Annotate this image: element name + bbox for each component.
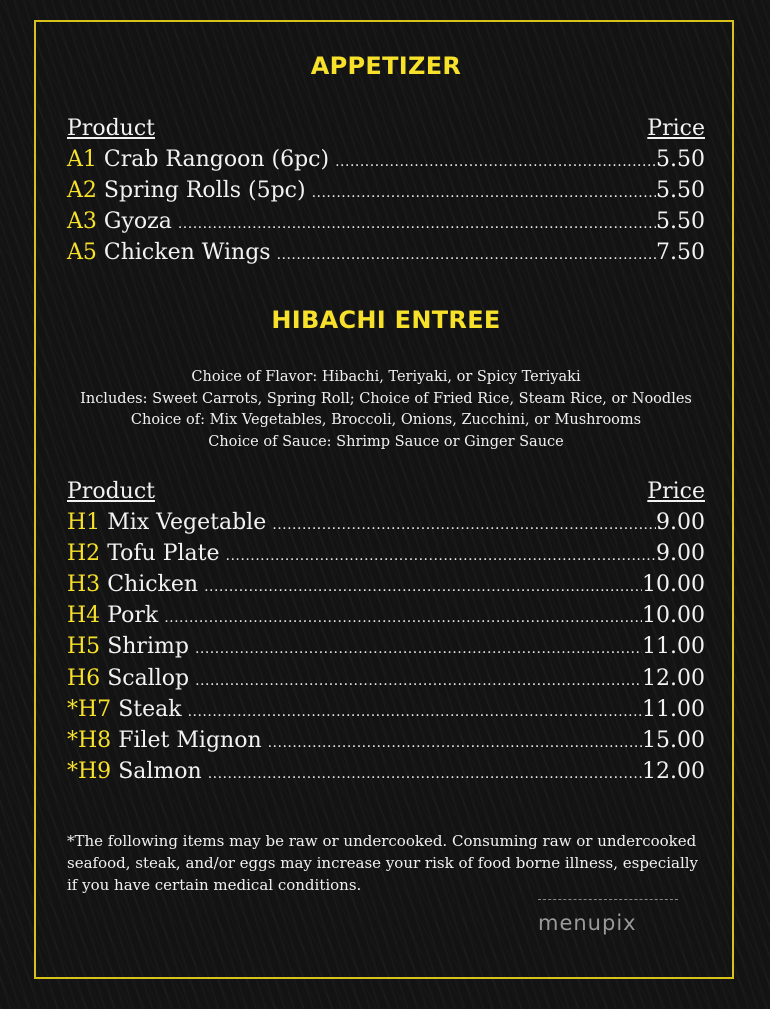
dot-leader [268, 735, 642, 751]
item-code: *H7 [67, 697, 112, 722]
watermark-divider [538, 899, 678, 900]
hibachi-description [67, 367, 705, 453]
item-price: 5.50 [656, 209, 705, 234]
hibachi-product-header: Product [67, 479, 155, 504]
description-line: Choice of: Mix Vegetables, Broccoli, Onions, Zucchini, or Mushrooms [130, 412, 642, 428]
hibachi-header-row [67, 479, 705, 504]
disclaimer-line: if you have certain medical conditions. [67, 876, 362, 894]
menu-item-a3 [67, 209, 705, 234]
item-name: Steak [118, 697, 182, 722]
item-name: Mix Vegetable [107, 510, 267, 535]
appetizer-title: APPETIZER [310, 52, 462, 80]
item-code: A1 [67, 147, 97, 172]
appetizer-product-header: Product [67, 116, 155, 141]
item-price: 9.00 [656, 510, 705, 535]
item-price: 12.00 [642, 666, 705, 691]
dot-leader [204, 579, 642, 595]
dot-leader [195, 641, 642, 657]
menu-item-h8 [67, 728, 705, 753]
menu-item-h1 [67, 510, 705, 535]
raw-food-disclaimer [67, 830, 705, 896]
menu-item-h3 [67, 572, 705, 597]
menu-item-a2 [67, 178, 705, 203]
dot-leader [277, 247, 656, 263]
menu-item-h7 [67, 697, 705, 722]
description-line: Choice of Sauce: Shrimp Sauce or Ginger Sauce [208, 433, 564, 450]
item-code: A3 [67, 209, 97, 234]
dot-leader [226, 548, 656, 564]
item-name: Crab Rangoon (6pc) [103, 147, 330, 172]
menu-item-a5 [67, 240, 705, 265]
item-code: H5 [67, 634, 101, 659]
dot-leader [164, 610, 642, 626]
description-line: Includes: Sweet Carrots, Spring Roll; Choice of Fried Rice, Steam Rice, or Noodles [80, 390, 692, 407]
item-code: *H9 [67, 759, 112, 784]
dot-leader [195, 673, 642, 689]
item-price: 5.50 [656, 147, 705, 172]
item-code: H4 [67, 603, 101, 628]
appetizer-price-header: Price [647, 116, 705, 141]
menu-item-a1 [67, 147, 705, 172]
item-price: 7.50 [656, 240, 705, 265]
item-price: 12.00 [642, 759, 705, 784]
appetizer-header-row [67, 116, 705, 141]
disclaimer-line: *The following items may be raw or undercooked. Consuming raw or undercooked [67, 832, 697, 850]
item-name: Tofu Plate [107, 541, 220, 566]
dot-leader [272, 517, 656, 533]
menu-item-h9 [67, 759, 705, 784]
dot-leader [208, 766, 642, 782]
menu-item-h6 [67, 666, 705, 691]
dot-leader [178, 216, 656, 232]
item-price: 9.00 [656, 541, 705, 566]
menu-item-h5 [67, 634, 705, 659]
item-name: Salmon [118, 759, 202, 784]
item-code: A5 [67, 240, 97, 265]
hibachi-title: HIBACHI ENTREE [271, 306, 501, 334]
item-price: 5.50 [656, 178, 705, 203]
item-name: Pork [107, 603, 159, 628]
item-code: H1 [67, 510, 101, 535]
item-price: 11.00 [642, 697, 705, 722]
description-line: Choice of Flavor: Hibachi, Teriyaki, or Spicy Teriyaki [191, 369, 581, 385]
menu-content [67, 0, 705, 1009]
watermark-logo: menupix [538, 911, 637, 935]
item-price: 10.00 [642, 572, 705, 597]
item-price: 15.00 [642, 728, 705, 753]
dot-leader [312, 185, 656, 201]
item-name: Filet Mignon [118, 728, 262, 753]
item-code: A2 [67, 178, 97, 203]
disclaimer-line: seafood, steak, and/or eggs may increase your risk of food borne illness, especially [67, 854, 699, 872]
item-code: H3 [67, 572, 101, 597]
item-price: 11.00 [642, 634, 705, 659]
item-name: Chicken [107, 572, 199, 597]
menu-item-h4 [67, 603, 705, 628]
item-name: Shrimp [107, 634, 189, 659]
item-name: Gyoza [103, 209, 172, 234]
dot-leader [188, 704, 642, 720]
item-code: H6 [67, 666, 101, 691]
item-code: *H8 [67, 728, 112, 753]
hibachi-price-header: Price [647, 479, 705, 504]
item-name: Scallop [107, 666, 190, 691]
dot-leader [335, 154, 656, 170]
item-name: Chicken Wings [103, 240, 271, 265]
item-name: Spring Rolls (5pc) [103, 178, 306, 203]
menupix-watermark [530, 895, 690, 955]
item-price: 10.00 [642, 603, 705, 628]
item-code: H2 [67, 541, 101, 566]
menu-item-h2 [67, 541, 705, 566]
